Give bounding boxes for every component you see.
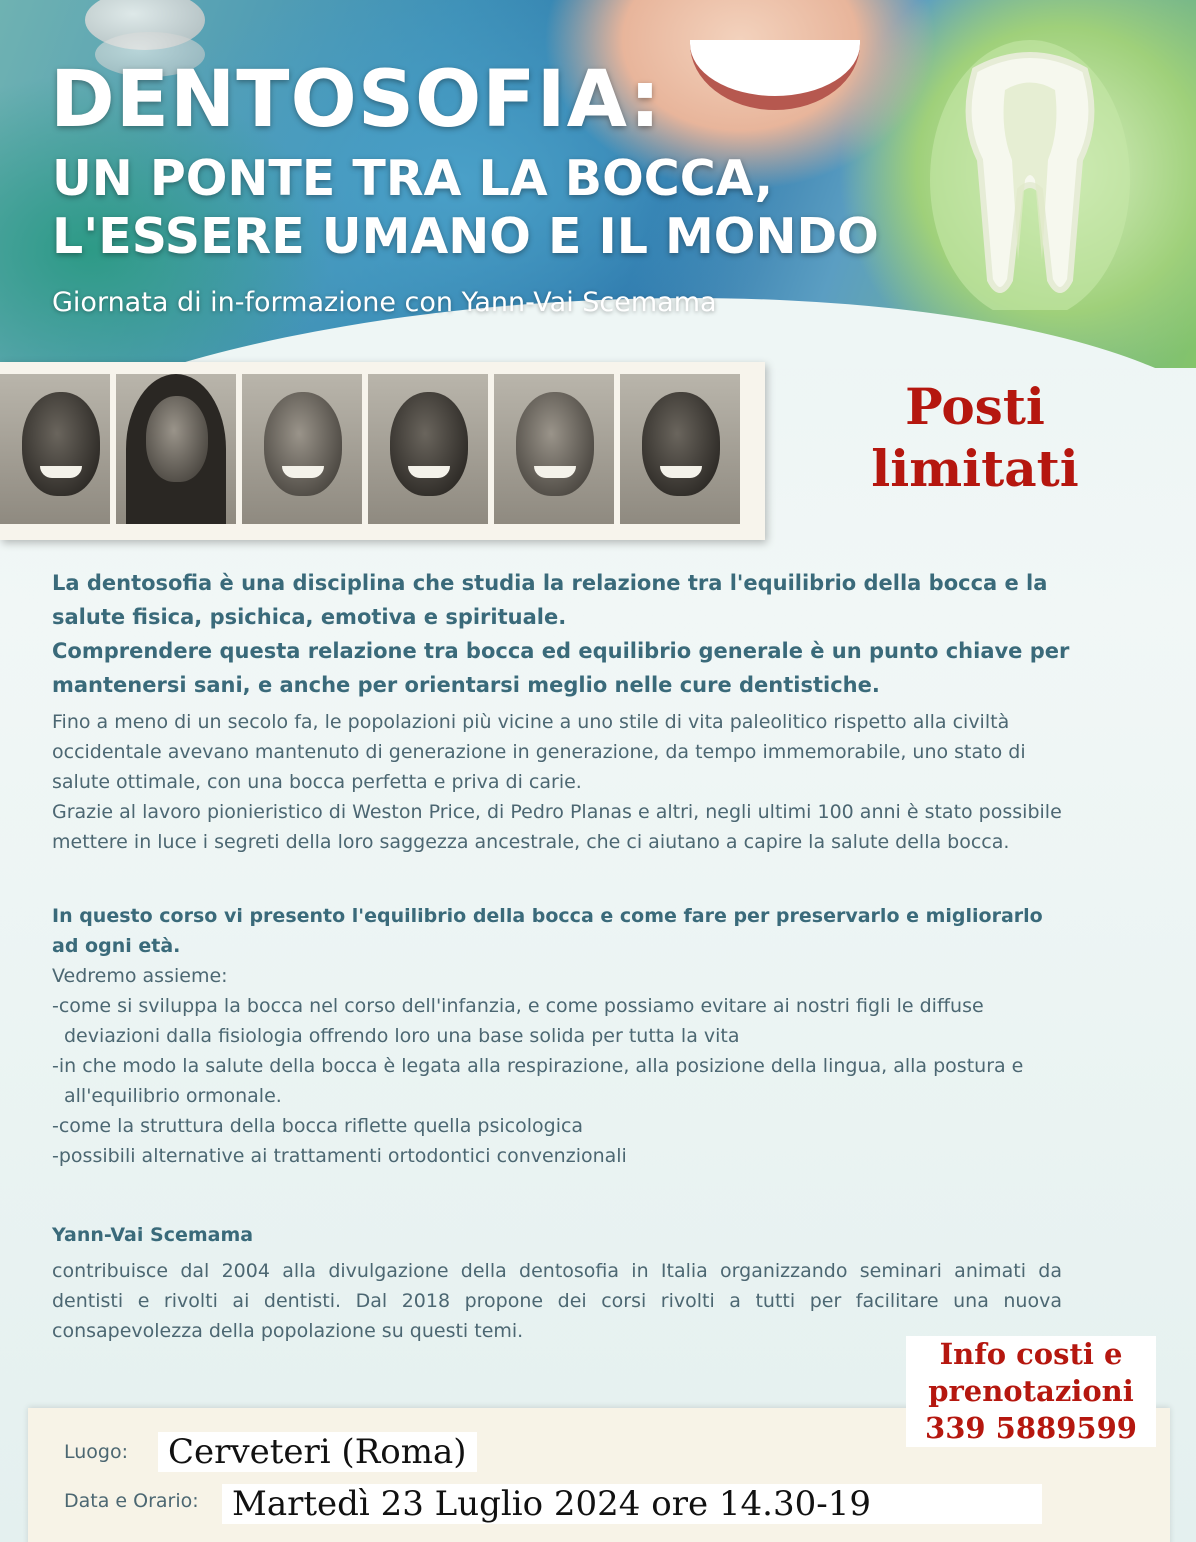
- portrait-head: [146, 396, 208, 482]
- intro-bold-sentence: La dentosofia è una disciplina che studia la relazione tra l'equilibrio della bocca e la salute fisica, psichica, emotiva e spirituale.: [52, 571, 1048, 629]
- portrait-teeth: [282, 466, 324, 478]
- smile-decoration: [690, 40, 860, 110]
- portrait-head: [516, 392, 594, 496]
- portrait-head: [642, 392, 720, 496]
- intro-paragraph: Fino a meno di un secolo fa, le popolazioni più vicine a uno stile di vita paleolitico rispetto alla civiltà occidentale avevano mantenuto di generazione in generazione, da tempo immemorabile, uno stato di salute ottimale, con una bocca perfetta e priva di carie.: [52, 711, 1026, 793]
- intro-bold: [52, 566, 1072, 702]
- portrait-teeth: [534, 466, 576, 478]
- info-line: Info costi e: [939, 1337, 1123, 1371]
- date-value: Martedì 23 Luglio 2024 ore 14.30-19: [222, 1484, 1042, 1524]
- portrait-photo: [494, 374, 614, 524]
- portrait-teeth: [40, 466, 82, 478]
- portrait-head: [264, 392, 342, 496]
- date-label: Data e Orario:: [64, 1490, 199, 1512]
- portrait-strip: [0, 362, 765, 540]
- posti-line: Posti: [905, 377, 1045, 436]
- portrait-photo: [368, 374, 488, 524]
- author-bio: contribuisce dal 2004 alla divulgazione della dentosofia in Italia organizzando seminari animati da dentisti e rivolti ai dentisti. Dal 2018 propone dei corsi rivolti a tutti per facilitare una nuova consapevolezza della popolazione su questi temi.: [52, 1260, 1062, 1342]
- portrait-photo: [620, 374, 740, 524]
- intro-paragraph: Grazie al lavoro pionieristico di Weston Price, di Pedro Planas e altri, negli ultimi 100 anni è stato possibile mettere in luce i segreti della loro saggezza ancestrale, che ci aiutano a capire la salute della bocca.: [52, 801, 1062, 853]
- portrait-teeth: [408, 466, 450, 478]
- portrait-head: [390, 392, 468, 496]
- portrait-photo: [0, 374, 110, 524]
- posti-line: limitati: [871, 439, 1079, 498]
- portrait-head: [22, 392, 100, 496]
- subtitle-line: L'ESSERE UMANO E IL MONDO: [52, 208, 879, 265]
- course-intro: In questo corso vi presento l'equilibrio della bocca e come fare per preservarlo e migliorarlo ad ogni età.: [52, 905, 1043, 957]
- tagline: Giornata di in-formazione con Yann-Vai Scemama: [52, 287, 717, 318]
- course-lead: Vedremo assieme:: [52, 965, 228, 987]
- course-topics: [52, 961, 1082, 1171]
- location-label: Luogo:: [64, 1441, 129, 1463]
- limited-seats-notice: [840, 376, 1110, 500]
- page-title: DENTOSOFIA:: [50, 55, 662, 145]
- portrait-teeth: [660, 466, 702, 478]
- tooth-icon: [930, 30, 1130, 310]
- author-name: Yann-Vai Scemama: [52, 1224, 254, 1246]
- list-item: -possibili alternative ai trattamenti ortodontici convenzionali: [52, 1145, 627, 1167]
- header-banner: [0, 0, 1196, 368]
- portrait-photo: [242, 374, 362, 524]
- phone-number: 339 5889599: [925, 1411, 1137, 1445]
- list-item: -come si sviluppa la bocca nel corso dell'infanzia, e come possiamo evitare ai nostri figli le diffuse deviazioni dalla fisiologia offrendo loro una base solida per tutta la vita: [52, 995, 984, 1047]
- location-value: Cerveteri (Roma): [158, 1432, 477, 1472]
- info-line: prenotazioni: [928, 1374, 1134, 1408]
- list-item: -in che modo la salute della bocca è legata alla respirazione, alla posizione della lingua, alla postura e all'equilibrio ormonale.: [52, 1055, 1024, 1107]
- page-subtitle: [52, 150, 879, 266]
- list-item: -come la struttura della bocca riflette quella psicologica: [52, 1115, 584, 1137]
- booking-info: [906, 1336, 1156, 1447]
- intro-bold-sentence: Comprendere questa relazione tra bocca ed equilibrio generale è un punto chiave per mantenersi sani, e anche per orientarsi meglio nelle cure dentistiche.: [52, 639, 1070, 697]
- subtitle-line: UN PONTE TRA LA BOCCA,: [52, 150, 774, 207]
- portrait-photo: [116, 374, 236, 524]
